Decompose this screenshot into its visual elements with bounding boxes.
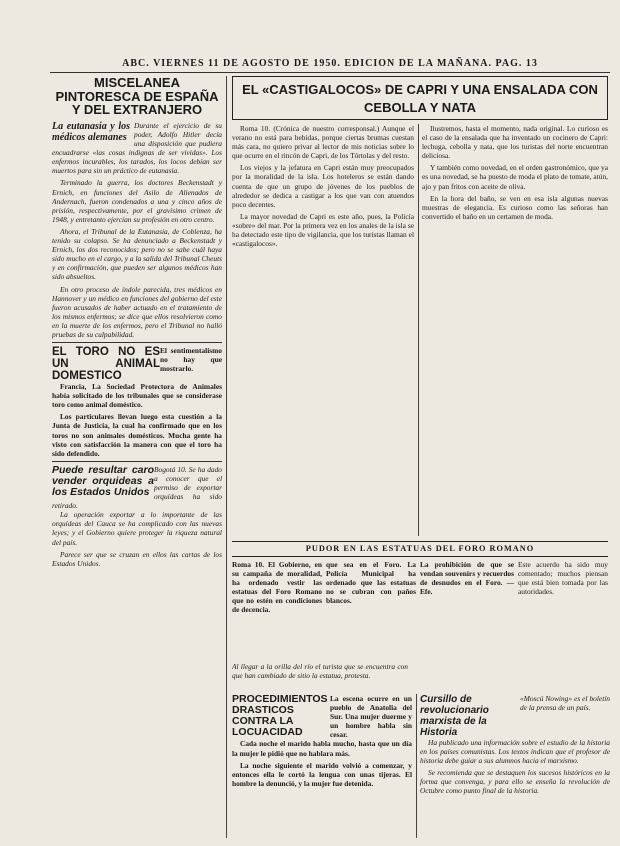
page-header: ABC. VIERNES 11 DE AGOSTO DE 1950. EDICION DE LA MAÑANA. PAG. 13 bbox=[122, 58, 538, 69]
euthanasia-paragraph: Terminado la guerra, los doctores Beckenstadt y Ernich, en funciones del Asilo de Alienados de Andernach, fueron condenados a una y cinco años de prisión, respectivamente, por el gravísimo crimen de 1948, y entretanto ejercían su profesión en otro centro. bbox=[52, 178, 222, 224]
castigalocos-title-box bbox=[232, 76, 608, 120]
locuacidad-paragraph: La noche siguiente el marido volvió a comenzar, y entonces ella le cortó la lengua con unas tijeras. El hombre la denunció, y la mujer fue detenida. bbox=[232, 760, 412, 788]
toro-paragraph: Los particulares llevan luego esta cuestión a la Junta de Justicia, la cual ha confirmado que en los toros no son animales domésticos. Mucha gente ha visto con satisfacción la manera con que el toro ha sido defendido. bbox=[52, 412, 222, 458]
castigalocos-paragraph: Ilustremos, hasta el momento, nada original. Lo curioso es el caso de la ensalada que ha inventado un cocinero de Capri: lechuga, cebolla y nata, que los turistas del norte encuentran deliciosa. bbox=[422, 124, 608, 161]
locuacidad-title: PROCEDIMIENTOS DRASTICOS CONTRA LA LOCUACIDAD bbox=[232, 694, 328, 738]
cursillo-paragraph: Ha publicado una información sobre el estudio de la historia en los países comunistas. Los textos indican que el profesor de historia debe guiar a sus alumnos hacia el marxismo. bbox=[420, 738, 610, 766]
euthanasia-paragraph: En otro proceso de índole parecida, tres médicos en Hannover y un médico en funciones del gobierno del este fueron acusados de haber actuado en el tratamiento de los mismos enfermos; se dice que ellos resolvieron como en la muerte de los enfermos, pero el Tribunal no halló pruebas de su culpabilidad. bbox=[52, 284, 222, 339]
orquideas-paragraph: Parece ser que se cruzan en ellos las cartas de los Estados Unidos. bbox=[52, 549, 222, 568]
orquideas-dateline: Bogotá 10. Se ha dado a conocer que el permiso de exportar orquídeas ha sido retirado. bbox=[52, 464, 222, 511]
euthanasia-subtitle: La eutanasia y los médicos alemanes bbox=[52, 120, 130, 143]
foro-tail bbox=[232, 662, 408, 688]
castigalocos-col1 bbox=[232, 124, 414, 536]
foro-text: Este acuerdo ha sido muy comentado; muchos piensan que está bien tomada por las autoridades. bbox=[518, 560, 608, 597]
toro-title: EL TORO NO ES UN ANIMAL DOMESTICO bbox=[52, 346, 160, 383]
euthanasia-dateline: Durante el ejercicio de su poder, Adolfo Hitler decía una disposición que pudiera encuadrarse «las cosas indignas de ser vividas». Los enfermos incurables, los tarados, los locos debían ser muertos para sin un práctico de eutanasia. bbox=[52, 120, 222, 176]
cursillo-article bbox=[420, 694, 610, 838]
foro-text: Roma 10. El Gobierno, en su campaña de moralidad, ha ordenado vestir las estatuas del Foro Romano que no estén en condiciones de decencia. bbox=[232, 560, 322, 615]
castigalocos-col2 bbox=[422, 124, 608, 536]
foro-col-c bbox=[420, 560, 514, 660]
foro-text: La prohibición de que se vendan souvenirs y recuerdos de desnudos en el Foro. —Efe. bbox=[420, 560, 514, 597]
euthanasia-paragraph: Ahora, el Tribunal de la Eutanasia, de Coblenza, ha tenido su colapso. Se ha denunciado a Beckenstadt y Ernich, los dos reconocidos; pero no se sabe cuál haya sido mucho en el cargo, y a la salida del Tribunal Cheuts y en confirmación, que pueden ser algunos médicos han sido absueltos. bbox=[52, 226, 222, 282]
orquideas-paragraph: La operación exportar a lo importante de las orquídeas del Cauca se ha complicado con las nuevas leyes; y el Gobierno quiere proteger la riqueza natural del país. bbox=[52, 510, 222, 547]
castigalocos-paragraph: En la hora del baño, se ven en esa isla algunas nuevas muestras de elegancia. Es curioso como las señoras han convertido el baño en un certamen de moda. bbox=[422, 193, 608, 221]
foro-col-d bbox=[518, 560, 608, 660]
castigalocos-paragraph: La mayor novedad de Capri es este año, pues, la Policía «sobre» del mar. Por la primera vez en los anales de la isla se ha detectado este tipo de vigilancia, que los turistas llaman el «castigalocos». bbox=[232, 211, 414, 249]
header-rule bbox=[50, 72, 610, 73]
castigalocos-title-line1: EL «CASTIGALOCOS» DE CAPRI Y UNA ENSALADA CON bbox=[242, 82, 598, 97]
foro-banner: PUDOR EN LAS ESTATUAS DEL FORO ROMANO bbox=[232, 541, 608, 557]
toro-paragraph: Francia, La Sociedad Protectora de Animales había solicitado de los tribunales que se considerase toro como animal doméstico. bbox=[52, 382, 222, 410]
castigalocos-paragraph: Y también como novedad, en el orden gastronómico, que ya es una novedad, se ha puesto de moda el plato de tomate, atún, ajo y pan fritos con aceite de oliva. bbox=[422, 163, 608, 191]
cursillo-title: Cursillo de revolucionario marxista de la Historia bbox=[420, 694, 489, 738]
foro-col-a bbox=[232, 560, 322, 660]
castigalocos-paragraph: Los viejos y la jefatura en Capri están muy preocupados por la moralidad de la isla. Los hoteleros se están dando cuenta de que un grupo de jóvenes de los pueblos de alrededor se dedica a castigar a los que van con atuendos poco decentes. bbox=[232, 163, 414, 209]
toro-side: El sentimentalismo no hay que mostrarlo. bbox=[160, 346, 222, 374]
column-rule bbox=[226, 76, 227, 838]
castigalocos-paragraph: Roma 10. (Crónica de nuestro corresponsal.) Aunque el verano no está para bebidas, porque ciertas brumas cuestan más cara, no quiero privar al lector de mis noticias sobre lo que ocurre en el rincón de Capri, de los Tórtolas y del resto. bbox=[232, 124, 414, 161]
column-rule bbox=[416, 694, 417, 838]
locuacidad-side: La escena ocurre en un pueblo de Anatolia del Sur. Una mujer duerme y un hombre habla sin cesar. bbox=[330, 694, 412, 740]
orquideas-title: Puede resultar caro vender orquideas a los Estados Unidos bbox=[52, 464, 154, 498]
castigalocos-title-line2: CEBOLLA Y NATA bbox=[364, 100, 476, 115]
locuacidad-article bbox=[232, 694, 412, 838]
foro-text: que sea en el Foro. La Policía Municipal ha ordenado que las estatuas no se cubran con paños blancos. bbox=[326, 560, 416, 606]
locuacidad-paragraph: Cada noche el marido habla mucho, hasta que un día la mujer le pidió que no hablara más. bbox=[232, 739, 412, 758]
foro-text: Al llegar a la orilla del río el turista que se encuentra con que han cambiado de sitio la estatua, protesta. bbox=[232, 662, 408, 681]
miscelanea-title: MISCELANEA PINTORESCA DE ESPAÑA Y DEL EXTRANJERO bbox=[55, 76, 219, 118]
cursillo-side: «Moscú Nowing» es el boletín de la prensa de un país. bbox=[520, 694, 610, 713]
column-rule bbox=[418, 124, 419, 536]
miscelanea-column bbox=[52, 76, 222, 838]
foro-col-b bbox=[326, 560, 416, 660]
cursillo-paragraph: Se recomienda que se destaquen los sucesos históricos en la forma que convenga, y para ello se enseña la revolución de Octubre como punto final de la historia. bbox=[420, 768, 610, 796]
